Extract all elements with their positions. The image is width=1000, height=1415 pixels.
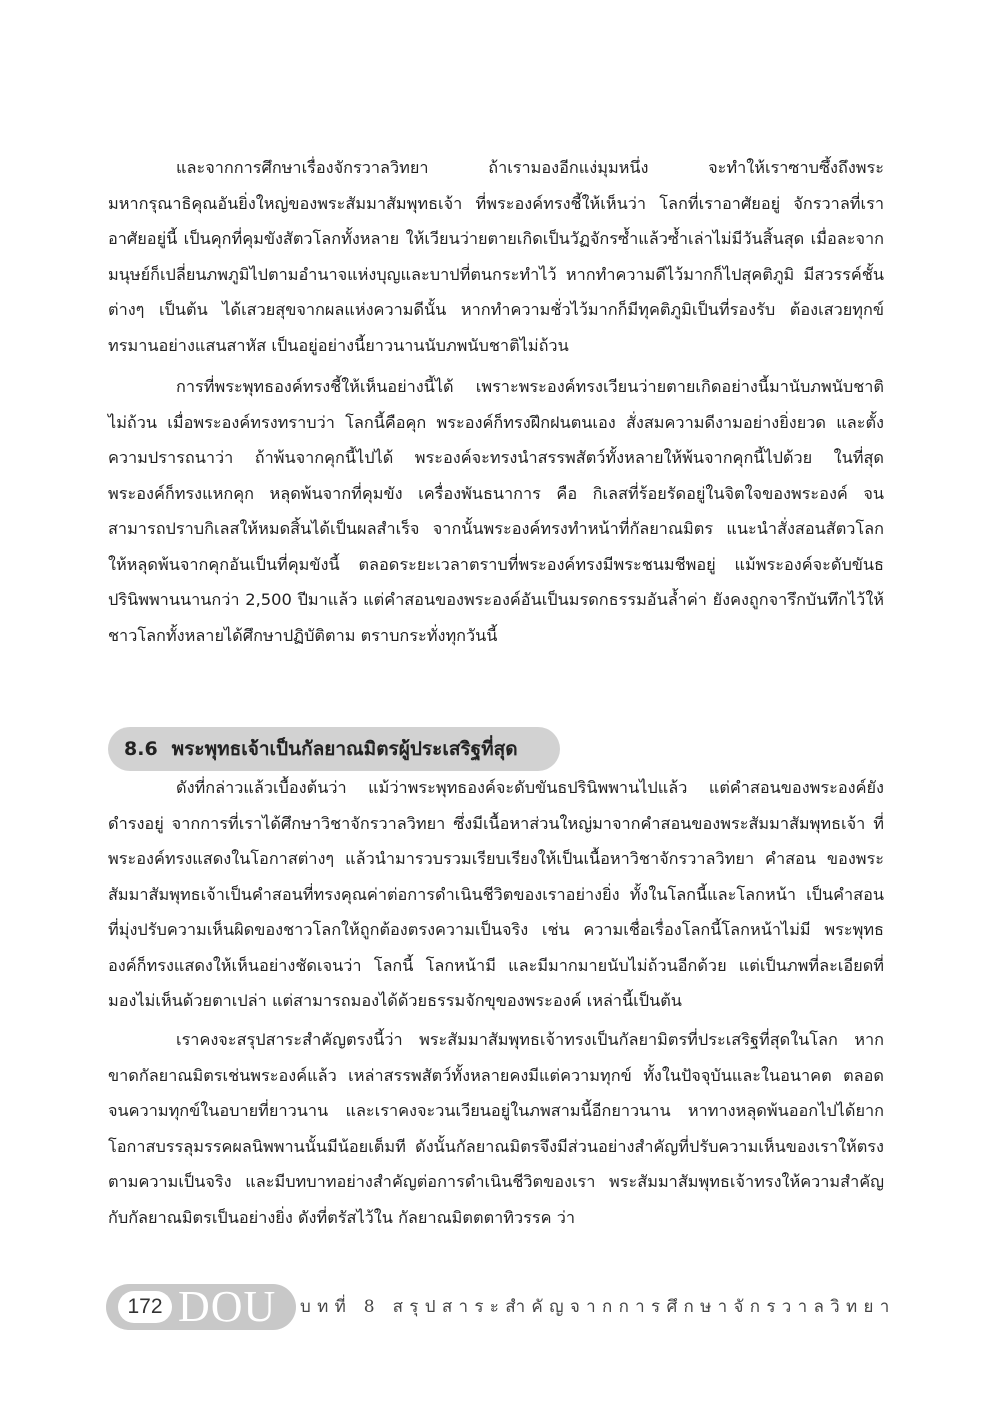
paragraph-3: ดังที่กล่าวแล้วเบื้องต้นว่า แม้ว่าพระพุทธองค์จะดับขันธปรินิพพานไปแล้ว แต่คำสอนของพระองค์ยังดำรงอยู่ จากการที่เราได้ศึกษาวิชาจักรวาลวิทยา ซึ่งมีเนื้อหาส่วนใหญ่มาจากคำสอนของพระสัมมาสัมพุทธเจ้า ที่พระองค์ทรงแสดงในโอกาสต่างๆ แล้วนำมารวบรวมเรียบเรียงให้เป็นเนื้อหาวิชาจักรวาลวิทยา คำสอน ของพระสัมมาสัมพุทธเจ้าเป็นคำสอนที่ทรงคุณค่าต่อการดำเนินชีวิตของเราอย่างยิ่ง ทั้งในโลกนี้และโลกหน้า เป็นคำสอนที่มุ่งปรับความเห็นผิดของชาวโลกให้ถูกต้องตรงความเป็นจริง เช่น ความเชื่อเรื่องโลกนี้โลกหน้าไม่มี พระพุทธองค์ก็ทรงแสดงให้เห็นอย่างชัดเจนว่า โลกนี้ โลกหน้ามี และมีมากมายนับไม่ถ้วนอีกด้วย แต่เป็นภพที่ละเอียดที่มองไม่เห็นด้วยตาเปล่า แต่สามารถมองได้ด้วยธรรมจักขุของพระองค์ เหล่านี้เป็นต้น [108, 778, 884, 1010]
footer-badge [106, 1284, 296, 1330]
section-number: 8.6 [124, 738, 158, 760]
dou-logo: DOU [178, 1282, 277, 1331]
paragraph-2: การที่พระพุทธองค์ทรงชี้ให้เห็นอย่างนี้ได้ เพราะพระองค์ทรงเวียนว่ายตายเกิดอย่างนี้มานับภพนับชาติไม่ถ้วน เมื่อพระองค์ทรงทราบว่า โลกนี้คือคุก พระองค์ก็ทรงฝึกฝนตนเอง สั่งสมความดีงามอย่างยิ่งยวด และตั้งความปรารถนาว่า ถ้าพ้นจากคุกนี้ไปได้ พระองค์จะทรงนำสรรพสัตว์ทั้งหลายให้พ้นจากคุกนี้ไปด้วย ในที่สุดพระองค์ก็ทรงแหกคุก หลุดพ้นจากที่คุมขัง เครื่องพันธนาการ คือ กิเลสที่ร้อยรัดอยู่ในจิตใจของพระองค์ จนสามารถปราบกิเลสให้หมดสิ้นได้เป็นผลสำเร็จ จากนั้นพระองค์ทรงทำหน้าที่กัลยาณมิตร แนะนำสั่งสอนสัตวโลก ให้หลุดพ้นจากคุกอันเป็นที่คุมขังนี้ ตลอดระยะเวลาตราบที่พระองค์ทรงมีพระชนมชีพอยู่ แม้พระองค์จะดับขันธปรินิพพานนานกว่า 2,500 ปีมาแล้ว แต่คำสอนของพระองค์อันเป็นมรดกธรรมอันล้ำค่า ยังคงถูกจารึกบันทึกไว้ให้ชาวโลกทั้งหลายได้ศึกษาปฏิบัติตาม ตราบกระทั่งทุกวันนี้ [108, 377, 884, 645]
paragraph-1: และจากการศึกษาเรื่องจักรวาลวิทยา ถ้าเรามองอีกแง่มุมหนึ่ง จะทำให้เราซาบซึ้งถึงพระมหากรุณาธิคุณอันยิ่งใหญ่ของพระสัมมาสัมพุทธเจ้า ที่พระองค์ทรงชี้ให้เห็นว่า โลกที่เราอาศัยอยู่ จักรวาลที่เราอาศัยอยู่นี้ เป็นคุกที่คุมขังสัตวโลกทั้งหลาย ให้เวียนว่ายตายเกิดเป็นวัฏจักรซ้ำแล้วซ้ำเล่าไม่มีวันสิ้นสุด เมื่อละจากมนุษย์ก็เปลี่ยนภพภูมิไปตามอำนาจแห่งบุญและบาปที่ตนกระทำไว้ หากทำความดีไว้มากก็ไปสุคติภูมิ มีสวรรค์ชั้นต่างๆ เป็นต้น ได้เสวยสุขจากผลแห่งความดีนั้น หากทำความชั่วไว้มากก็มีทุคติภูมิเป็นที่รองรับ ต้องเสวยทุกข์ทรมานอย่างแสนสาหัส เป็นอยู่อย่างนี้ยาวนานนับภพนับชาติไม่ถ้วน [108, 158, 884, 355]
section-title: พระพุทธเจ้าเป็นกัลยาณมิตรผู้ประเสริฐที่สุด [171, 738, 518, 760]
paragraph-4: เราคงจะสรุปสาระสำคัญตรงนี้ว่า พระสัมมาสัมพุทธเจ้าทรงเป็นกัลยามิตรที่ประเสริฐที่สุดในโลก หากขาดกัลยาณมิตรเช่นพระองค์แล้ว เหล่าสรรพสัตว์ทั้งหลายคงมีแต่ความทุกข์ ทั้งในปัจจุบันและในอนาคต ตลอดจนความทุกข์ในอบายที่ยาวนาน และเราคงจะวนเวียนอยู่ในภพสามนี้อีกยาวนาน หาทางหลุดพ้นออกไปได้ยาก โอกาสบรรลุมรรคผลนิพพานนั้นมีน้อยเต็มที ดังนั้นกัลยาณมิตรจึงมีส่วนอย่างสำคัญที่ปรับความเห็นของเราให้ตรงตามความเป็นจริง และมีบทบาทอย่างสำคัญต่อการดำเนินชีวิตของเรา พระสัมมาสัมพุทธเจ้าทรงให้ความสำคัญกับกัลยาณมิตรเป็นอย่างยิ่ง ดังที่ตรัสไว้ใน กัลยาณมิตตตาทิวรรค ว่า [108, 1030, 884, 1227]
page-number: 172 [118, 1291, 172, 1323]
section-heading [108, 727, 560, 771]
chapter-title: บทที่ 8 สรุปสาระสำคัญจากการศึกษาจักรวาลวิทยา [300, 1297, 896, 1317]
